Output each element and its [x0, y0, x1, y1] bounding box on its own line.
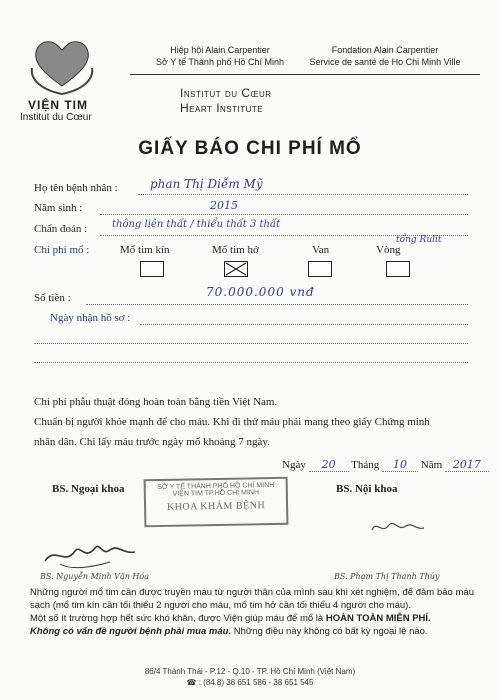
phone: ☎ : (84.8) 38 651 586 - 38 651 545: [186, 678, 314, 687]
org-vn-line1: Hiệp hội Alain Carpentier: [170, 45, 270, 55]
option-open-heart: Mổ tim hở: [212, 244, 259, 256]
patient-name: phan Thị Diễm Mỹ: [150, 177, 263, 191]
surgeon-name: BS. Nguyễn Minh Văn Hóa: [40, 572, 149, 581]
stamp-line-3: KHOA KHÁM BỆNH: [166, 500, 266, 513]
birth-year: 2015: [210, 199, 238, 212]
amount: 70.000.000 vnđ: [206, 285, 315, 299]
month-label: Tháng: [351, 459, 380, 471]
name-line: [138, 194, 468, 195]
diagnosis-extra: tổng Rulit: [396, 235, 442, 245]
cardiologist-signature-icon: [368, 512, 428, 542]
year-value: 2017: [445, 458, 489, 472]
checkbox-ring[interactable]: [386, 261, 410, 277]
amount-line: [86, 304, 468, 305]
org-fr-line2: Service de santé de Ho Chi Minh Ville: [309, 57, 461, 67]
date-received-label: Ngày nhận hồ sơ :: [50, 312, 131, 324]
address: 86/4 Thành Thái - P.12 - Q.10 - TP. Hồ Chí Minh (Việt Nam): [144, 667, 356, 676]
day-label: Ngày: [282, 459, 306, 471]
address-block: [0, 666, 500, 688]
cardiologist-name: BS. Phạm Thị Thanh Thúy: [334, 572, 440, 581]
day-value: 20: [309, 458, 349, 472]
name-label: Họ tên bệnh nhân :: [34, 182, 118, 194]
option-valve: Van: [312, 244, 330, 256]
stamp-line-1: SỞ Y TẾ THÀNH PHỐ HỒ CHÍ MINH: [157, 481, 275, 492]
amount-label: Số tiền :: [34, 292, 71, 304]
option-ring: Vòng: [376, 244, 401, 256]
org-fr: [300, 44, 470, 68]
org-vn: [140, 44, 300, 68]
check-x-icon: [225, 262, 247, 276]
org-fr-line1: Fondation Alain Carpentier: [331, 45, 439, 55]
stamp-line-2: VIỆN TIM TP.HỒ CHÍ MINH: [172, 489, 260, 498]
note-line-3: nhân dân. Chỉ lấy máu trước ngày mổ khoảng 7 ngày.: [34, 436, 270, 448]
footer-para-2a: Một số ít trường hợp hết sức khó khăn, được Viện giúp máu để mổ là: [30, 613, 326, 624]
institute-en: Heart Institute: [180, 101, 264, 115]
blank-line-2: [34, 362, 468, 363]
notes: [34, 392, 474, 452]
footer-para-1: Những người mổ tim cần được truyền máu từ người thân của mình sau khi xét nghiệm, để đảm bảo máu sạch (mổ tim kín cần tối thiểu 2 người cho máu, mổ tim hở cần tối thiểu 4 người cho máu).: [30, 587, 474, 611]
header-divider: [130, 74, 480, 75]
logo-subtitle: Institut du Cœur: [20, 112, 92, 123]
surgeon-signature-icon: [40, 526, 160, 576]
footer-para-2b: HOÀN TOÀN MIỄN PHÍ.: [325, 613, 431, 624]
cardiologist-title: BS. Nội khoa: [336, 483, 398, 495]
note-line-1: Chi phí phẫu thuật đóng hoàn toàn bằng tiền Việt Nam.: [34, 396, 278, 408]
surgeon-title: BS. Ngoại khoa: [52, 483, 125, 495]
cost-label: Chi phí mổ :: [34, 244, 90, 256]
heart-hands-icon: [22, 28, 102, 98]
diagnosis: thông liên thất / thiểu thất 3 thất: [112, 219, 281, 230]
org-vn-line2: Sở Y tế Thành phố Hồ Chí Minh: [156, 57, 284, 67]
institute-name: [180, 86, 272, 116]
document-title: GIẤY BÁO CHI PHÍ MỔ: [138, 138, 362, 159]
note-line-2: Chuẩn bị người khỏe mạnh để cho máu. Khi đi thử máu phải mang theo giấy Chứng minh: [34, 416, 430, 428]
blank-line-1: [34, 343, 468, 344]
year-label: Năm sinh :: [34, 202, 83, 214]
option-closed-heart: Mổ tim kín: [120, 244, 170, 256]
month-value: 10: [382, 458, 418, 472]
date-row: [282, 458, 489, 472]
footer-para-3a: Không có vấn đề người bệnh phải mua máu.: [30, 626, 232, 637]
diagnosis-label: Chẩn đoán :: [34, 223, 88, 235]
year-line: [100, 214, 468, 215]
checkbox-valve[interactable]: [308, 261, 332, 277]
year-label-date: Năm: [420, 459, 443, 471]
clinic-stamp: [144, 477, 289, 528]
institute-fr: Institut du Cœur: [180, 86, 272, 100]
footer-notes: [30, 586, 474, 638]
checkbox-open-heart[interactable]: [224, 261, 248, 277]
date-received-line: [140, 324, 468, 325]
footer-para-3b: Những điều này không có bất kỳ ngoại lệ nào.: [231, 626, 428, 637]
logo-name: VIỆN TIM: [28, 98, 89, 112]
checkbox-closed-heart[interactable]: [140, 261, 164, 277]
logo: [20, 28, 102, 123]
